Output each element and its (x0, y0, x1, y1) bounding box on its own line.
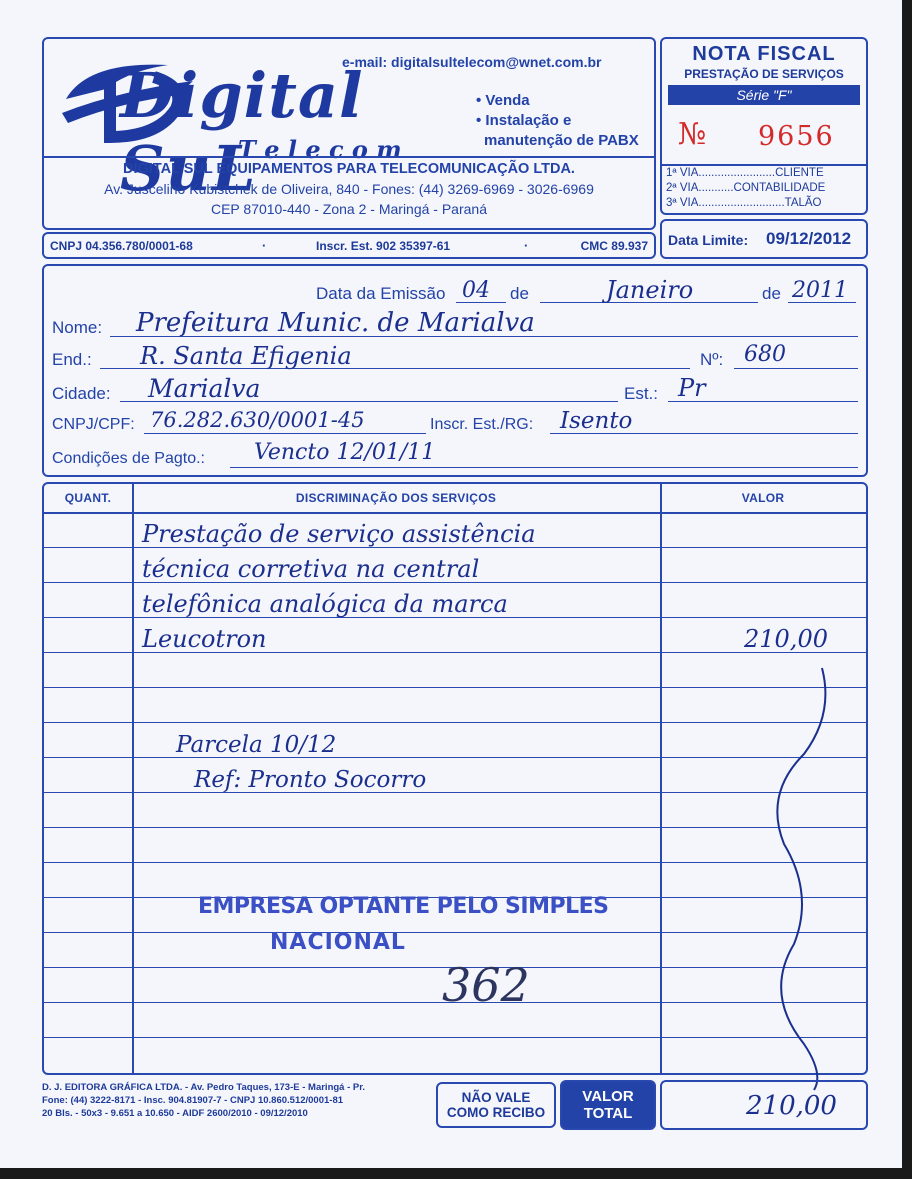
client-box (42, 264, 868, 477)
end-label: End.: (52, 350, 92, 369)
nota-number: 9656 (758, 121, 835, 152)
inscr-value: Isento (560, 408, 633, 434)
end-value: R. Santa Efigenia (140, 342, 352, 370)
header-quant: QUANT. (64, 491, 112, 505)
referencia: Ref: Pronto Socorro (194, 767, 427, 793)
header-inscr: Inscr. Est. 902 35397-61 (316, 239, 451, 253)
cidade-value: Marialva (148, 374, 261, 403)
service-line-4: Leucotron (142, 625, 267, 653)
number-symbol: № (678, 117, 707, 152)
company-name: DIGITAL SUL EQUIPAMENTOS PARA TELECOMUNICAÇÃO LTDA. (123, 161, 575, 177)
nota-serie: Série "F" (668, 85, 860, 105)
emissao-day: 04 (462, 278, 490, 303)
parcela: Parcela 10/12 (176, 732, 337, 758)
nao-vale-recibo (436, 1082, 556, 1128)
printer-line-3: 20 Bls. - 50x3 - 9.651 a 10.650 - AIDF 2600/2010 - 09/12/2010 (42, 1108, 308, 1119)
handwritten-number: 362 (442, 958, 530, 1012)
no-value: 680 (744, 342, 786, 367)
cidade-label: Cidade: (52, 384, 111, 403)
data-limite: 09/12/2012 (766, 229, 852, 248)
dot-1: · (262, 238, 267, 253)
dot-2: · (524, 238, 529, 253)
data-limite-box (660, 219, 868, 259)
logo-name: Digital SuL (120, 59, 364, 205)
services-3: manutenção de PABX (484, 132, 639, 149)
valor-total-label (560, 1080, 656, 1130)
valor-total-box (660, 1080, 868, 1130)
emissao-year: 2011 (792, 278, 848, 303)
inscr-label: Inscr. Est./RG: (430, 416, 534, 433)
company-header (42, 37, 656, 230)
header-valor: VALOR (741, 491, 785, 505)
nao-vale-line-2: COMO RECIBO (446, 1105, 546, 1120)
est-label: Est.: (624, 384, 659, 403)
nome-value: Prefeitura Munic. de Marialva (136, 308, 535, 338)
cond-value: Vencto 12/01/11 (254, 440, 436, 465)
nota-subtitle: PRESTAÇÃO DE SERVIÇOS (684, 67, 844, 81)
de-2: de (762, 284, 781, 303)
cnpj-label: CNPJ/CPF: (52, 416, 135, 433)
header-discriminacao: DISCRIMINAÇÃO DOS SERVIÇOS (295, 491, 497, 505)
printer-line-1: D. J. EDITORA GRÁFICA LTDA. - Av. Pedro Taques, 173-E - Maringá - Pr. (42, 1082, 366, 1093)
service-value: 210,00 (744, 625, 828, 653)
est-value: Pr (678, 374, 706, 402)
emissao-month: Janeiro (606, 276, 694, 304)
service-line-2: técnica corretiva na central (142, 555, 480, 583)
printer-info (42, 1080, 432, 1130)
header-cnpj: CNPJ 04.356.780/0001-68 (50, 239, 193, 253)
stamp-simples: EMPRESA OPTANTE PELO SIMPLES (198, 894, 609, 919)
valor-total: 210,00 (746, 1091, 837, 1121)
data-limite-label: Data Limite: (668, 232, 749, 248)
cnpj-value: 76.282.630/0001-45 (150, 408, 365, 432)
data-emissao-label: Data da Emissão (316, 284, 446, 303)
de-1: de (510, 284, 529, 303)
email: e-mail: digitalsultelecom@wnet.com.br (342, 54, 602, 70)
nota-fiscal-box (660, 37, 868, 215)
valor-total-line-2: TOTAL (583, 1105, 633, 1122)
via-1: 1ª VIA........................CLIENTE (666, 167, 824, 179)
company-address: Av. Juscelino Kubistchek de Oliveira, 840 - Fones: (44) 3269-6969 - 3026-6969 (104, 181, 594, 197)
cond-label: Condições de Pagto.: (52, 450, 205, 467)
services-2: • Instalação e (476, 112, 572, 129)
printer-line-2: Fone: (44) 3222-8171 - Insc. 904.81907-7 - CNPJ 10.860.512/0001-81 (42, 1095, 344, 1106)
stamp-nacional: NACIONAL (270, 930, 406, 955)
services-1: • Venda (476, 92, 530, 109)
header-cmc: CMC 89.937 (580, 239, 648, 253)
valor-total-line-1: VALOR (582, 1088, 634, 1105)
blank-lines-squiggle (744, 664, 844, 1094)
nota-title: NOTA FISCAL (692, 43, 836, 65)
service-line-3: telefônica analógica da marca (142, 590, 508, 618)
nome-label: Nome: (52, 318, 103, 337)
services-table (42, 482, 868, 1075)
via-3: 3ª VIA...........................TALÃO (666, 197, 822, 209)
logo-sub: T e l e c o m (238, 135, 402, 164)
cnpj-bar (42, 232, 656, 259)
no-label: Nº: (700, 350, 724, 369)
via-2: 2ª VIA...........CONTABILIDADE (666, 182, 826, 194)
company-cep: CEP 87010-440 - Zona 2 - Maringá - Paraná (210, 201, 487, 217)
nao-vale-line-1: NÃO VALE (461, 1090, 531, 1105)
service-line-1: Prestação de serviço assistência (142, 520, 536, 548)
